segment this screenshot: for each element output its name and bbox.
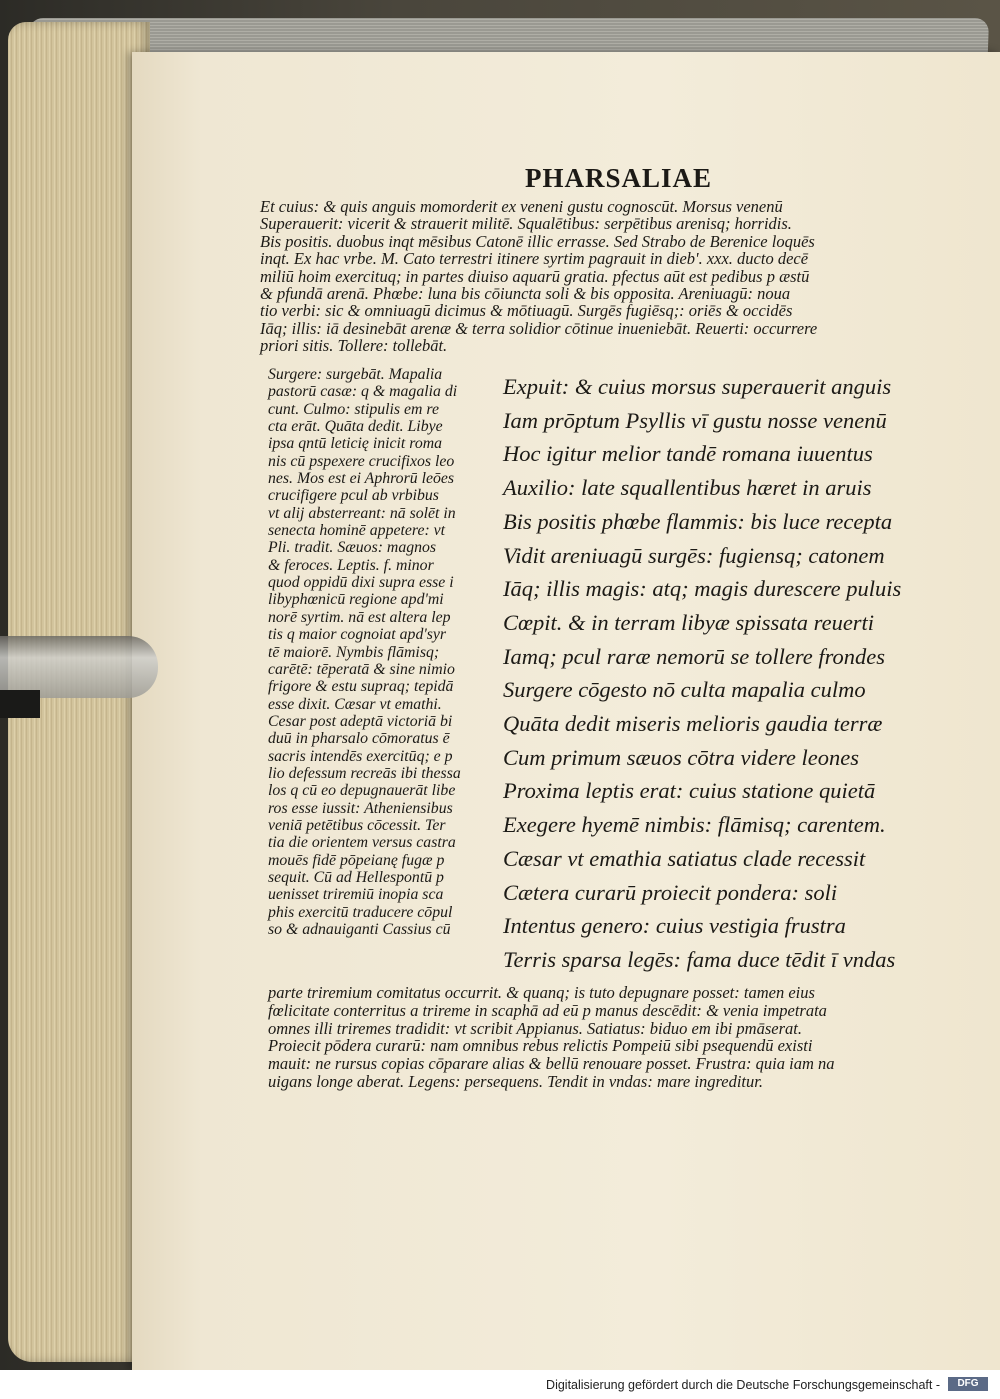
commentary-line: Et cuius: & quis anguis momorderit ex veneni gustu cognoscūt. Morsus venenū [260,197,783,216]
gloss-line: frigore & estu supraq; tepidā [268,678,454,696]
verse-line: Intentus genero: cuius vestigia frustra [503,913,846,939]
commentary-line: Proiecit pōdera curarū: nam omnibus rebus relictis Pompeiū sibi psequendū existi [268,1036,813,1056]
verse-line: Terris sparsa legēs: fama duce tēdit ī vndas [503,946,896,972]
verse-line: Cæsar vt emathia satiatus clade recessit [503,845,866,871]
verse-line: Quāta dedit miseris melioris gaudia terræ [503,711,883,737]
gloss-line: cunt. Culmo: stipulis em re [268,400,439,418]
gloss-line: Surgere: surgebāt. Mapalia [268,366,443,383]
gloss-line: nes. Mos est ei Aphrorū leōes [268,470,455,488]
verse-line: Cætera curarū proiecit pondera: soli [503,879,838,905]
verse-line: Expuit: & cuius morsus superauerit anguis [503,374,892,399]
commentary-bottom [268,984,948,1091]
verse-line: Auxilio: late squallentibus hæret in aruis [503,475,872,501]
commentary-line: tio verbi: sic & omniuagū dicimus & mōtiuagū. Surgēs fugiēsq;: oriēs & occidēs [260,301,793,321]
gloss-line: los q cū eo depugnauerāt libe [268,782,456,800]
verse-line: Surgere cōgesto nō culta mapalia culmo [503,677,866,703]
commentary-line: inqt. Ex hac vrbe. M. Cato terrestri itinere syrtim pagrauit in dieb'. xxx. ducto decē [260,249,809,269]
commentary-line: priori sitis. Tollere: tollebāt. [260,336,448,356]
commentary-line: fœlicitate conterritus a trireme in scaphā ad eū p manus descēdit: & venia impetrata [268,1000,827,1020]
gloss-line: lio defessum recreās ibi thessa [268,764,461,782]
verse-line: Cœpit. & in terram libyæ spissata reuerti [503,609,875,635]
verse-line: Exegere hyemē nimbis: flāmisq; carentem. [503,812,886,838]
gloss-line: Pli. tradit. Sæuos: magnos [268,539,437,557]
verse-line: Iamq; pcul raræ nemorū se tollere frondes [503,643,886,669]
commentary-line: uigans longe aberat. Legens: persequens. Tendit in vndas: mare ingreditur. [268,1071,763,1091]
commentary-line: Superauerit: vicerit & strauerit militē. Squalētibus: serpētibus arenisq; horridis. [260,214,792,234]
commentary-line: parte triremium comitatus occurrit. & quanq; is tuto depugnare posset: tamen eius [268,983,815,1002]
gloss-line: ipsa qntū leticię inicit roma [268,435,443,453]
gloss-line: & feroces. Leptis. f. minor [268,556,434,574]
gloss-line: tē maiorē. Nymbis flāmisq; [268,643,440,661]
gloss-line: carētē: tēperatā & sine nimio [268,660,455,678]
gloss-line: senecta hominē appetere: vt [268,522,446,540]
funding-credit: Digitalisierung gefördert durch die Deutsche Forschungsgemeinschaft - [546,1378,940,1392]
verse-line: Vidit areniuagū surgēs: fugiensq; catonem [503,542,885,568]
gloss-line: ros esse iussit: Atheniensibus [268,799,453,817]
gloss-line: sequit. Cū ad Hellespontū p [268,868,444,886]
gloss-line: cta erāt. Quāta dedit. Libye [268,418,443,436]
verse-text [503,370,943,977]
verse-line: Bis positis phœbe flammis: bis luce recepta [503,508,893,534]
verse-line: Proxima leptis erat: cuius statione quietā [503,778,876,804]
commentary-top [260,198,940,355]
gloss-line: crucifigere pcul ab vrbibus [268,487,439,505]
verse-line: Iam prōptum Psyllis vī gustu nosse venenū [503,407,887,433]
commentary-line: miliū hoim exercituq; in partes diuiso aquarū gratia. pfectus aūt est pedibus p æstū [260,266,810,286]
footer-bar [0,1370,1000,1399]
page-clip [0,636,158,698]
gloss-line: esse dixit. Cæsar vt emathi. [268,695,442,713]
gloss-line: norē syrtim. nā est altera lep [268,608,451,626]
commentary-line: Iāq; illis: iā desinebāt arenæ & terra solidior cōtinue inueniebāt. Reuerti: occurrere [260,318,818,338]
gloss-line: so & adnauiganti Cassius cū [268,921,451,938]
gloss-line: mouēs fidē pōpeianę fugæ p [268,851,445,869]
gloss-line: phis exercitū traducere cōpul [268,903,453,921]
gloss-line: libyphœnicū regione apd'mi [268,591,444,609]
commentary-line: Bis positis. duobus inqt mēsibus Catonē illic errasse. Sed Strabo de Berenice loquēs [260,231,815,251]
commentary-line: omnes illi triremes tradidit: vt scribit Appianus. Satiatus: biduo em ibi pmāserat. [268,1018,802,1038]
gloss-line: quod oppidū dixi supra esse i [268,574,454,592]
gloss-line: veniā petētibus cōcessit. Ter [268,816,446,834]
gloss-line: pastorū casæ: q & magalia di [268,383,458,401]
gloss-line: vt alij absterreant: nā solēt in [268,504,456,522]
running-head: PHARSALIAE [525,163,713,193]
marginal-gloss [268,366,500,938]
verse-line: Cum primum sæuos cōtra videre leones [503,744,860,770]
clip-shadow [0,690,40,718]
commentary-line: mauit: ne rursus copias cōparare alias & bellū renouare posset. Frustra: quia iam na [268,1054,835,1074]
verse-line: Iāq; illis magis: atq; magis durescere puluis [503,576,902,602]
gloss-line: duū in pharsalo cōmoratus ē [268,730,450,748]
gloss-line: tia die orientem versus castra [268,834,456,852]
commentary-line: & pfundā arenā. Phœbe: luna bis cōiuncta soli & bis opposita. Areniuagū: noua [260,284,791,304]
gloss-line: uenisset triremiū inopia sca [268,886,444,904]
gloss-line: sacris intendēs exercitūq; e p [268,747,453,765]
dfg-logo: DFG [948,1377,988,1391]
gloss-line: Cesar post adeptā victoriā bi [268,712,453,730]
gloss-line: tis q maior cognoiat apd'syr [268,626,447,644]
verse-line: Hoc igitur melior tandē romana iuuentus [503,441,873,467]
gloss-line: nis cū pspexere crucifixos leo [268,452,455,470]
